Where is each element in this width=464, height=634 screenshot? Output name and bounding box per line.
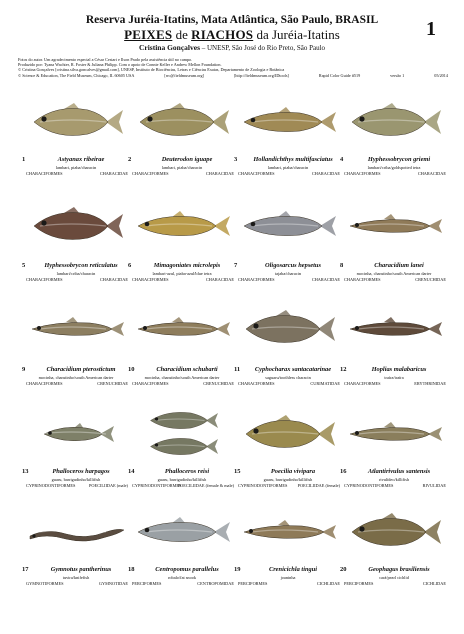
species-scientific-name: Phalloceros reisi [164,468,210,475]
species-order: CHARACIFORMES [132,170,169,176]
species-number: 8 [340,262,344,269]
species-family: CURIMATIDAE [310,380,340,386]
species-number: 20 [340,566,347,573]
fish-photo [238,510,338,554]
species-number: 12 [340,366,347,373]
fish-photo [132,412,232,466]
credits-line [18,73,448,78]
species-family: RIVULIDAE [422,482,446,488]
species-scientific-name: Hoplias malabaricus [371,366,427,373]
fish-photo [344,204,444,248]
fish-photo [238,100,338,144]
species-order: CHARACIFORMES [26,276,63,282]
species-family: CICHLIDAE [316,580,340,586]
species-common-name: tajaba/characin [274,271,301,276]
species-card [128,506,236,634]
species-scientific-name: Oligosarcus hepsetus [265,262,321,269]
subtitle-peixes: PEIXES [124,27,173,42]
fish-photo [26,510,126,554]
species-common-name: lambari, piaba/characin [55,165,97,170]
species-order: CHARACIFORMES [344,380,381,386]
species-scientific-name: Cyphocharax santacatarinae [254,366,332,373]
credits-url[interactable]: [http://fieldmuseum.org/IDtools] [234,72,289,78]
species-card [234,506,342,634]
fish-photo [238,412,338,456]
species-scientific-name: Deuterodon iguape [161,156,213,163]
species-number: 10 [128,366,135,373]
species-order: CHARACIFORMES [26,380,63,386]
species-order: CHARACIFORMES [132,380,169,386]
credits-line: © Cristina Gonçalves [cristina.silva.goncalves@gmail.com], UNESP, Instituto de Biociências, Letras e Ciências Exatas, Departamento de Zoologia e Botânica [18,67,285,73]
species-order: GYMNOTIFORMES [26,580,64,586]
subtitle-de: de [175,27,188,42]
species-family: POECILIIDAE (male) [88,482,128,488]
credits-guide: Rapid Color Guide #519 [318,72,361,78]
species-family: CHARACIDAE [311,170,340,176]
species-number: 7 [234,262,238,269]
fish-photo [344,307,444,351]
page-subtitle [0,27,464,43]
species-common-name: joaninha [280,575,296,580]
subtitle-da: da [256,27,269,42]
species-scientific-name: Geophagus brasiliensis [368,566,430,573]
species-number: 5 [22,262,26,269]
species-scientific-name: Astyanax ribeirae [57,156,105,163]
fish-photo [26,100,126,144]
species-common-name: lambari/criba/goldspotted tetra [367,165,421,170]
species-order: CHARACIFORMES [238,170,275,176]
species-number: 4 [340,156,344,163]
species-number: 13 [22,468,29,475]
species-family: CRENUCHIDAE [203,380,234,386]
species-common-name: guaru, barrigudinho/killifish [263,477,313,482]
species-order: CYPRINODONTIFORMES [26,482,76,488]
species-scientific-name: Characidium lanei [374,262,424,269]
species-common-name: lambari/criba/characin [56,271,96,276]
species-scientific-name: Crenicichla tingui [268,566,318,573]
species-scientific-name: Characidium schubarti [156,366,218,373]
species-order: CYPRINODONTIFORMES [344,482,394,488]
author-line [0,43,464,52]
species-common-name: traíra/traíra [384,375,404,380]
credits-line: Fotos do autor. Um agradecimento especial a César Cestari e Ilson Prado pela assistência útil no campo. [18,57,193,62]
species-family: ERYTHRINIDAE [414,380,446,386]
species-order: CHARACIFORMES [26,170,63,176]
species-family: CENTROPOMIDAE [197,580,234,586]
species-order: CYPRINODONTIFORMES [132,482,182,488]
species-family: CHARACIDAE [205,276,234,282]
species-number: 11 [234,366,241,373]
species-family: POECILIIDAE (female) [297,482,340,488]
species-scientific-name: Mimagoniates microlepis [153,262,221,269]
species-card [340,506,448,634]
credits-date: 05/2014 [434,72,448,78]
species-order: CHARACIFORMES [132,276,169,282]
species-family: CRENUCHIDAE [415,276,446,282]
species-common-name: saguaru/toothless characin [265,375,311,380]
species-number: 14 [128,468,135,475]
species-scientific-name: Hollandichthys multifasciatus [253,156,333,163]
species-order: CHARACIFORMES [344,170,381,176]
species-common-name: mocinha, charutinho/south American darter [144,375,220,380]
species-common-name: guaru, barrigudinho/killifish [157,477,207,482]
fish-photo [238,204,338,248]
species-scientific-name: Hyphessobrycon griemi [367,156,431,163]
species-family: GYMNOTIDAE [98,580,128,586]
credits-line: Produzido por: Tyana Wachter, R. Foster & Juliana Philipp. Com o apoio de Connie Keller e Andrew Mellon Foundation. [18,62,222,68]
species-common-name: robalo/fat snook [167,575,197,580]
credits-email[interactable]: [rrc@fieldmuseum.org] [164,72,205,78]
fish-photo [344,510,444,554]
species-common-name: mocinha, charutinho/south American darter [356,271,432,276]
species-common-name: cará/pearl cichlid [379,575,409,580]
species-number: 19 [234,566,241,573]
fish-photo [26,307,126,351]
fish-photo [238,307,338,351]
author-affiliation: – UNESP, São José do Rio Preto, São Paulo [200,44,326,52]
species-scientific-name: Phalloceros harpagos [52,468,110,475]
fish-photo [26,412,126,456]
species-number: 17 [22,566,29,573]
species-scientific-name: Atlantirivulus santensis [367,468,431,475]
species-common-name: mocinha, charutinho/south American darter [38,375,114,380]
species-common-name: lambari, piaba/characin [267,165,309,170]
species-scientific-name: Poecilia vivipara [270,468,316,475]
fish-photo [26,204,126,248]
species-common-name: tuvira/knifefish [62,575,90,580]
species-order: CYPRINODONTIFORMES [238,482,288,488]
species-family: CHARACIDAE [99,276,128,282]
fish-photo [132,204,232,248]
species-order: CHARACIFORMES [238,276,275,282]
species-family: CICHLIDAE [422,580,446,586]
species-scientific-name: Hyphessobrycon reticulatus [44,262,118,269]
species-number: 3 [234,156,238,163]
species-number: 15 [234,468,241,475]
species-common-name: rivulídeo/killifish [378,477,410,482]
species-family: CHARACIDAE [311,276,340,282]
species-order: PERCIFORMES [344,580,374,586]
species-order: PERCIFORMES [238,580,268,586]
fish-photo [132,510,232,554]
page-title: Reserva Juréia-Itatins, Mata Atlântica, São Paulo, BRASIL [85,14,379,26]
species-scientific-name: Gymnotus pantherinus [50,566,112,573]
credits-version: versão 1 [390,72,405,78]
species-number: 16 [340,468,347,475]
species-scientific-name: Characidium pterostictum [46,366,116,373]
species-family: POECILIIDAE (female & male) [177,482,234,488]
species-number: 2 [128,156,132,163]
species-scientific-name: Centropomus parallelus [155,566,219,573]
fish-photo [344,100,444,144]
species-number: 18 [128,566,135,573]
species-family: CHARACIDAE [99,170,128,176]
fish-photo [132,307,232,351]
species-order: CHARACIFORMES [238,380,275,386]
species-number: 1 [22,156,26,163]
author-name: Cristina Gonçalves [138,43,200,52]
fish-photo [344,412,444,456]
species-family: CRENUCHIDAE [97,380,128,386]
subtitle-riachos: RIACHOS [191,27,254,42]
species-card [22,506,130,634]
species-order: CHARACIFORMES [344,276,381,282]
subtitle-place: Juréia-Itatins [271,27,340,42]
species-common-name: lambari-azul, piaba-azul/blue tetra [152,271,212,276]
species-number: 9 [22,366,26,373]
species-family: CHARACIDAE [205,170,234,176]
species-common-name: lambari, piaba/characin [161,165,203,170]
species-order: PERCIFORMES [132,580,162,586]
fish-photo [132,100,232,144]
page-number: 1 [426,18,436,40]
credits-org: © Science & Education, The Field Museum, Chicago, IL 60605 USA [18,72,135,78]
species-family: CHARACIDAE [417,170,446,176]
species-common-name: guaru, barrigudinho/killifish [51,477,101,482]
species-number: 6 [128,262,132,269]
credits [18,57,448,78]
